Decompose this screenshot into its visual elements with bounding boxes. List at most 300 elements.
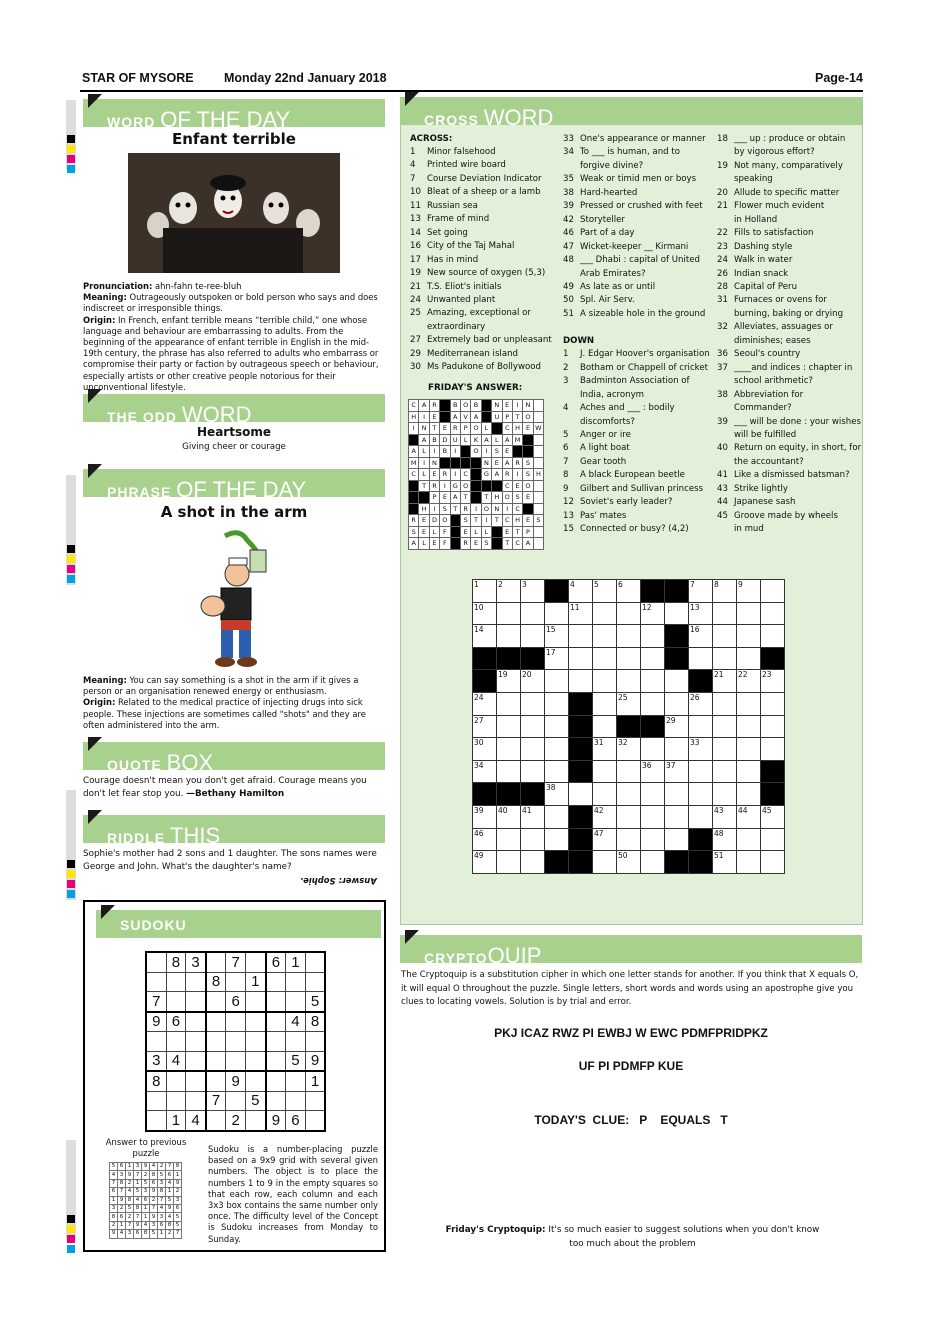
sudoku-cell[interactable] — [166, 1091, 186, 1111]
crossword-cell[interactable] — [593, 783, 617, 806]
crossword-cell[interactable] — [641, 692, 665, 715]
sudoku-cell[interactable] — [245, 992, 265, 1012]
crossword-cell[interactable] — [737, 783, 761, 806]
crossword-cell[interactable]: 33 — [689, 738, 713, 761]
crossword-cell[interactable] — [497, 828, 521, 851]
answer-cell: R — [460, 538, 470, 550]
answer-cell: E — [523, 492, 533, 504]
sudoku-cell[interactable] — [305, 1091, 325, 1111]
answer-cell: T — [429, 423, 439, 435]
crossword-cell — [473, 670, 497, 693]
sudoku-cell[interactable] — [226, 1032, 246, 1052]
crossword-cell[interactable] — [665, 670, 689, 693]
crossword-cell[interactable] — [521, 625, 545, 648]
answer-cell — [512, 446, 522, 458]
crossword-cell[interactable]: 51 — [713, 851, 737, 874]
answer-cell: B — [471, 400, 481, 412]
crossword-cell[interactable] — [617, 647, 641, 670]
answer-cell: E — [440, 423, 450, 435]
crossword-cell[interactable] — [689, 805, 713, 828]
sudoku-cell[interactable]: 6 — [286, 1111, 306, 1131]
crossword-cell[interactable] — [737, 647, 761, 670]
sudoku-cell[interactable]: 9 — [146, 1012, 166, 1032]
sudoku-cell[interactable] — [146, 1111, 166, 1131]
answer-cell: 9 — [150, 1213, 158, 1221]
sudoku-cell[interactable] — [226, 972, 246, 992]
sudoku-cell[interactable]: 3 — [146, 1051, 166, 1071]
crossword-cell[interactable]: 50 — [617, 851, 641, 874]
sudoku-cell[interactable]: 8 — [206, 972, 226, 992]
crossword-cell[interactable] — [737, 602, 761, 625]
crossword-cell[interactable] — [713, 760, 737, 783]
sudoku-cell[interactable] — [206, 952, 226, 972]
header-rule — [80, 90, 863, 92]
phrase-definition: Meaning: You can say something is a shot in the arm if it gives a person or an organisation renewed energy or enthusiasm. Origin: Related to the medical practice of injecting drugs into sick people. These injections are sometimes called "shots" and they are often administered into the arm. — [83, 675, 366, 730]
crossword-cell[interactable]: 42 — [593, 805, 617, 828]
answer-cell: 6 — [118, 1213, 126, 1221]
answer-cell: 3 — [142, 1188, 150, 1196]
registration-mark — [67, 1225, 75, 1233]
crossword-cell[interactable] — [521, 602, 545, 625]
crossword-cell[interactable] — [761, 828, 785, 851]
crossword-cell[interactable] — [617, 783, 641, 806]
sudoku-cell[interactable] — [245, 1071, 265, 1091]
crossword-cell[interactable] — [545, 670, 569, 693]
crossword-cell[interactable] — [497, 625, 521, 648]
crossword-cell[interactable] — [569, 625, 593, 648]
sudoku-cell[interactable] — [166, 1071, 186, 1091]
crossword-cell[interactable] — [497, 692, 521, 715]
crossword-cell[interactable]: 16 — [689, 625, 713, 648]
sudoku-cell[interactable] — [206, 992, 226, 1012]
answer-cell: 9 — [174, 1179, 182, 1187]
crossword-cell[interactable] — [617, 602, 641, 625]
crossword-cell[interactable] — [497, 602, 521, 625]
sudoku-cell[interactable] — [226, 1051, 246, 1071]
answer-cell: D — [429, 515, 439, 527]
crossword-cell[interactable] — [521, 851, 545, 874]
sudoku-cell[interactable]: 1 — [245, 972, 265, 992]
crossword-cell[interactable] — [665, 828, 689, 851]
answer-cell: I — [481, 515, 491, 527]
sudoku-cell[interactable] — [226, 1012, 246, 1032]
sudoku-cell[interactable] — [245, 1012, 265, 1032]
sudoku-cell[interactable] — [186, 1012, 206, 1032]
crossword-cell[interactable] — [713, 647, 737, 670]
crossword-cell[interactable] — [761, 738, 785, 761]
sudoku-cell[interactable]: 5 — [245, 1091, 265, 1111]
sudoku-cell[interactable] — [266, 1091, 286, 1111]
sudoku-cell[interactable]: 4 — [286, 1012, 306, 1032]
crossword-cell[interactable] — [689, 715, 713, 738]
crossword-cell[interactable]: 47 — [593, 828, 617, 851]
crossword-cell[interactable]: 5 — [593, 580, 617, 603]
crossword-cell[interactable] — [593, 692, 617, 715]
crossword-cell[interactable] — [641, 828, 665, 851]
sudoku-cell[interactable] — [305, 972, 325, 992]
crossword-cell[interactable]: 39 — [473, 805, 497, 828]
crossword-cell[interactable] — [665, 738, 689, 761]
sudoku-cell[interactable]: 9 — [266, 1111, 286, 1131]
crossword-cell[interactable]: 37 — [665, 760, 689, 783]
crossword-cell[interactable] — [617, 760, 641, 783]
crossword-cell[interactable] — [713, 738, 737, 761]
crossword-cell[interactable]: 29 — [665, 715, 689, 738]
sudoku-cell[interactable] — [245, 1051, 265, 1071]
answer-cell: L — [429, 526, 439, 538]
crossword-cell[interactable] — [593, 760, 617, 783]
clue-item: 4 Aches and ___ : bodily — [563, 403, 675, 414]
answer-cell: C — [409, 400, 419, 412]
crossword-cell[interactable] — [521, 828, 545, 851]
sudoku-cell[interactable] — [286, 1091, 306, 1111]
sudoku-cell[interactable] — [286, 1071, 306, 1091]
answer-cell: P — [502, 411, 512, 423]
sudoku-cell[interactable] — [206, 1012, 226, 1032]
answer-cell: M — [409, 457, 419, 469]
crossword-cell[interactable]: 44 — [737, 805, 761, 828]
crossword-cell[interactable]: 24 — [473, 692, 497, 715]
sudoku-cell[interactable] — [266, 1051, 286, 1071]
answer-cell: A — [502, 434, 512, 446]
crossword-cell[interactable] — [545, 805, 569, 828]
crossword-cell[interactable] — [689, 760, 713, 783]
crossword-cell[interactable] — [713, 715, 737, 738]
crossword-cell[interactable] — [761, 851, 785, 874]
answer-cell — [481, 480, 491, 492]
crossword-cell — [473, 647, 497, 670]
answer-cell: 5 — [166, 1196, 174, 1204]
crossword-cell[interactable] — [689, 647, 713, 670]
sudoku-cell[interactable] — [166, 972, 186, 992]
crossword-cell[interactable]: 7 — [689, 580, 713, 603]
crossword-cell[interactable] — [617, 805, 641, 828]
crossword-cell[interactable]: 2 — [497, 580, 521, 603]
answer-cell: 8 — [150, 1171, 158, 1179]
crossword-cell[interactable] — [665, 805, 689, 828]
clue-item: 48 ___ Dhabi : capital of United — [563, 255, 700, 266]
sudoku-cell[interactable] — [266, 1071, 286, 1091]
sudoku-cell[interactable]: 7 — [226, 952, 246, 972]
crossword-cell[interactable] — [737, 760, 761, 783]
sudoku-cell[interactable] — [206, 1032, 226, 1052]
answer-cell: 1 — [158, 1230, 166, 1238]
clue-item: 23 Dashing style — [717, 241, 793, 252]
crossword-cell[interactable] — [569, 783, 593, 806]
crossword-cell[interactable]: 4 — [569, 580, 593, 603]
sudoku-cell[interactable] — [186, 1071, 206, 1091]
sudoku-cell[interactable]: 8 — [166, 952, 186, 972]
answer-cell — [471, 469, 481, 481]
crossword-cell[interactable]: 21 — [713, 670, 737, 693]
crossword-cell[interactable]: 8 — [713, 580, 737, 603]
crossword-cell[interactable]: 45 — [761, 805, 785, 828]
crossword-cell[interactable]: 26 — [689, 692, 713, 715]
crossword-cell[interactable] — [545, 738, 569, 761]
sudoku-cell[interactable]: 7 — [206, 1091, 226, 1111]
sudoku-cell[interactable]: 1 — [166, 1111, 186, 1131]
answer-cell: O — [471, 446, 481, 458]
answer-cell: L — [481, 526, 491, 538]
crossword-cell[interactable] — [641, 783, 665, 806]
sudoku-cell[interactable]: 8 — [146, 1071, 166, 1091]
crossword-cell[interactable] — [545, 828, 569, 851]
crossword-cell[interactable] — [617, 828, 641, 851]
answer-cell: 7 — [150, 1204, 158, 1212]
crossword-cell[interactable]: 49 — [473, 851, 497, 874]
crossword-cell[interactable] — [737, 738, 761, 761]
answer-cell: I — [419, 457, 429, 469]
answer-cell: D — [440, 434, 450, 446]
sudoku-cell[interactable] — [166, 992, 186, 1012]
crossword-cell[interactable]: 34 — [473, 760, 497, 783]
sudoku-cell[interactable] — [186, 1091, 206, 1111]
crossword-cell[interactable] — [737, 692, 761, 715]
sudoku-cell[interactable]: 1 — [286, 952, 306, 972]
clue-item: Commander? — [734, 403, 792, 414]
sudoku-cell[interactable]: 2 — [226, 1111, 246, 1131]
crossword-cell[interactable]: 12 — [641, 602, 665, 625]
crossword-cell[interactable]: 10 — [473, 602, 497, 625]
crossword-cell[interactable]: 36 — [641, 760, 665, 783]
answer-cell: A — [409, 538, 419, 550]
sudoku-cell[interactable] — [226, 1091, 246, 1111]
crossword-cell[interactable] — [593, 602, 617, 625]
sudoku-cell[interactable] — [266, 992, 286, 1012]
answer-cell: S — [409, 526, 419, 538]
sudoku-cell[interactable] — [206, 1071, 226, 1091]
answer-cell: 7 — [110, 1179, 118, 1187]
answer-cell — [533, 526, 543, 538]
crossword-cell[interactable]: 48 — [713, 828, 737, 851]
answer-cell: 7 — [174, 1230, 182, 1238]
crossword-cell[interactable] — [569, 647, 593, 670]
crossword-cell[interactable] — [641, 851, 665, 874]
crossword-cell[interactable]: 46 — [473, 828, 497, 851]
crossword-cell[interactable] — [665, 783, 689, 806]
sudoku-cell[interactable]: 1 — [305, 1071, 325, 1091]
crossword-cell[interactable]: 14 — [473, 625, 497, 648]
answer-cell: E — [429, 411, 439, 423]
sudoku-cell[interactable] — [245, 1032, 265, 1052]
clue-item: 13 Frame of mind — [410, 214, 490, 225]
crossword-cell[interactable]: 9 — [737, 580, 761, 603]
crossword-cell[interactable]: 17 — [545, 647, 569, 670]
crossword-cell[interactable] — [569, 670, 593, 693]
sudoku-cell[interactable]: 4 — [166, 1051, 186, 1071]
sudoku-cell[interactable] — [266, 972, 286, 992]
cryptoquip-line-2: UF PI PDMFP KUE — [578, 1059, 684, 1073]
sudoku-cell[interactable] — [286, 972, 306, 992]
crossword-cell[interactable] — [761, 692, 785, 715]
crossword-cell[interactable] — [713, 692, 737, 715]
crossword-cell[interactable] — [617, 670, 641, 693]
crossword-cell — [545, 580, 569, 603]
sudoku-cell[interactable] — [245, 1111, 265, 1131]
crossword-cell[interactable]: 23 — [761, 670, 785, 693]
clue-item: India, acronym — [580, 389, 645, 400]
crossword-cell[interactable] — [545, 692, 569, 715]
across-label: ACROSS: — [410, 134, 453, 144]
sudoku-cell[interactable] — [305, 952, 325, 972]
crossword-cell[interactable]: 32 — [617, 738, 641, 761]
clue-item: 40 Return on equity, in short, for — [717, 443, 862, 454]
answer-cell: E — [492, 457, 502, 469]
word-definition: Pronunciation: ahn-fahn te-ree-bluh Meaning: Outrageously outspoken or bold person who says and does indiscreet or irresponsible things. Origin: In French, enfant terrible means “terrible child,” one whose language and behaviour are embarrassing to adults. From the beginning of the appearance of enfant terrible in English in the mid-19th century, the phrase has also referred to adults who embarrass or compromise their party or faction by outrageous speech or behaviour, especially artists or other creative people notorious for their unconventional lifestyle. — [83, 281, 379, 392]
crossword-cell[interactable] — [761, 602, 785, 625]
clue-item: 2 Botham or Chappell of cricket — [563, 362, 708, 373]
answer-cell: B — [450, 400, 460, 412]
sudoku-cell[interactable] — [186, 1051, 206, 1071]
crossword-cell — [473, 783, 497, 806]
crossword-cell[interactable]: 31 — [593, 738, 617, 761]
crossword-cell[interactable]: 30 — [473, 738, 497, 761]
crossword-cell[interactable]: 6 — [617, 580, 641, 603]
sudoku-cell[interactable] — [245, 952, 265, 972]
sudoku-cell[interactable]: 6 — [226, 992, 246, 1012]
crossword-cell[interactable] — [521, 692, 545, 715]
crossword-cell[interactable] — [497, 715, 521, 738]
crossword-cell[interactable] — [521, 715, 545, 738]
crossword-cell[interactable] — [545, 602, 569, 625]
answer-cell: C — [512, 538, 522, 550]
answer-cell: I — [471, 503, 481, 515]
crossword-cell[interactable] — [689, 783, 713, 806]
sudoku-cell[interactable]: 5 — [305, 992, 325, 1012]
crossword-cell[interactable] — [737, 828, 761, 851]
sudoku-cell[interactable]: 4 — [186, 1111, 206, 1131]
answer-cell: K — [471, 434, 481, 446]
answer-cell: T — [512, 526, 522, 538]
crossword-cell[interactable] — [641, 805, 665, 828]
answer-cell: R — [460, 503, 470, 515]
crossword-cell[interactable]: 22 — [737, 670, 761, 693]
clue-item: 21 T.S. Eliot's initials — [410, 281, 502, 292]
crossword-cell[interactable] — [761, 625, 785, 648]
crossword-cell[interactable]: 11 — [569, 602, 593, 625]
crossword-cell[interactable]: 15 — [545, 625, 569, 648]
crossword-cell[interactable]: 43 — [713, 805, 737, 828]
sudoku-cell[interactable] — [146, 1091, 166, 1111]
registration-mark — [67, 575, 75, 583]
crossword-cell[interactable] — [521, 760, 545, 783]
answer-cell: E — [502, 526, 512, 538]
crossword-cell[interactable] — [761, 580, 785, 603]
crossword-cell[interactable] — [593, 715, 617, 738]
crossword-cell[interactable]: 20 — [521, 670, 545, 693]
crossword-cell[interactable] — [761, 715, 785, 738]
crossword-cell[interactable] — [713, 783, 737, 806]
sudoku-cell[interactable] — [286, 1032, 306, 1052]
sudoku-cell[interactable] — [166, 1032, 186, 1052]
crossword-cell[interactable] — [593, 625, 617, 648]
crossword-cell[interactable] — [617, 625, 641, 648]
sudoku-cell[interactable] — [146, 972, 166, 992]
answer-cell: B — [429, 434, 439, 446]
sudoku-cell[interactable]: 3 — [186, 952, 206, 972]
crossword-cell[interactable] — [593, 670, 617, 693]
sudoku-cell[interactable]: 5 — [286, 1051, 306, 1071]
crossword-cell — [545, 851, 569, 874]
crossword-cell[interactable] — [665, 602, 689, 625]
sudoku-cell[interactable] — [266, 1032, 286, 1052]
sudoku-cell[interactable] — [186, 972, 206, 992]
sudoku-cell[interactable]: 7 — [146, 992, 166, 1012]
crossword-cell[interactable] — [665, 692, 689, 715]
sudoku-cell[interactable] — [305, 1111, 325, 1131]
crossword-cell[interactable] — [713, 602, 737, 625]
crossword-cell[interactable] — [593, 851, 617, 874]
crossword-cell[interactable]: 27 — [473, 715, 497, 738]
crossword-cell[interactable] — [593, 647, 617, 670]
clue-item: extraordinary — [427, 321, 486, 332]
crossword-cell[interactable]: 38 — [545, 783, 569, 806]
sudoku-cell[interactable]: 9 — [226, 1071, 246, 1091]
crossword-cell[interactable]: 25 — [617, 692, 641, 715]
sudoku-cell[interactable]: 6 — [166, 1012, 186, 1032]
sudoku-cell[interactable] — [206, 1051, 226, 1071]
crossword-cell[interactable]: 41 — [521, 805, 545, 828]
answer-cell: 3 — [110, 1204, 118, 1212]
crossword-cell[interactable] — [521, 738, 545, 761]
sudoku-cell[interactable] — [186, 992, 206, 1012]
answer-cell: L — [419, 446, 429, 458]
sudoku-cell[interactable] — [146, 1032, 166, 1052]
sudoku-cell[interactable]: 9 — [305, 1051, 325, 1071]
crossword-cell[interactable] — [737, 851, 761, 874]
registration-mark — [67, 165, 75, 173]
clue-item: 15 Connected or busy? (4,2) — [563, 524, 689, 535]
crossword-cell[interactable]: 3 — [521, 580, 545, 603]
answer-cell — [523, 446, 533, 458]
sudoku-cell[interactable] — [305, 1032, 325, 1052]
sudoku-cell[interactable]: 6 — [266, 952, 286, 972]
crossword-cell[interactable] — [641, 738, 665, 761]
crossword-cell[interactable] — [545, 715, 569, 738]
crossword-cell[interactable] — [641, 647, 665, 670]
sudoku-cell[interactable] — [186, 1032, 206, 1052]
answer-cell: 2 — [118, 1204, 126, 1212]
clue-item: 42 Storyteller — [563, 214, 625, 225]
crossword-cell[interactable] — [713, 625, 737, 648]
crossword-cell[interactable]: 1 — [473, 580, 497, 603]
answer-cell: N — [429, 457, 439, 469]
crossword-cell[interactable] — [641, 625, 665, 648]
crossword-cell[interactable] — [497, 760, 521, 783]
answer-cell: P — [429, 492, 439, 504]
crossword-cell[interactable] — [545, 760, 569, 783]
sudoku-cell[interactable]: 8 — [305, 1012, 325, 1032]
crossword-cell[interactable] — [737, 625, 761, 648]
sudoku-cell[interactable] — [286, 992, 306, 1012]
crossword-cell[interactable]: 13 — [689, 602, 713, 625]
clue-item: DOWN — [563, 335, 595, 346]
crossword-cell[interactable]: 19 — [497, 670, 521, 693]
crossword-cell[interactable] — [641, 670, 665, 693]
clue-item: 1 J. Edgar Hoover's organisation — [563, 349, 710, 360]
clue-item: 31 Furnaces or ovens for — [717, 295, 827, 306]
crossword-cell[interactable] — [497, 851, 521, 874]
cryptoquip-banner: CRYPTOQUIP — [400, 935, 862, 963]
sudoku-cell[interactable] — [146, 952, 166, 972]
answer-cell: O — [440, 515, 450, 527]
sudoku-cell[interactable] — [266, 1012, 286, 1032]
crossword-cell[interactable]: 40 — [497, 805, 521, 828]
crossword-cell[interactable] — [737, 715, 761, 738]
clue-item: by vigorous effort? — [734, 147, 815, 158]
crossword-cell[interactable] — [497, 738, 521, 761]
sudoku-cell[interactable] — [206, 1111, 226, 1131]
